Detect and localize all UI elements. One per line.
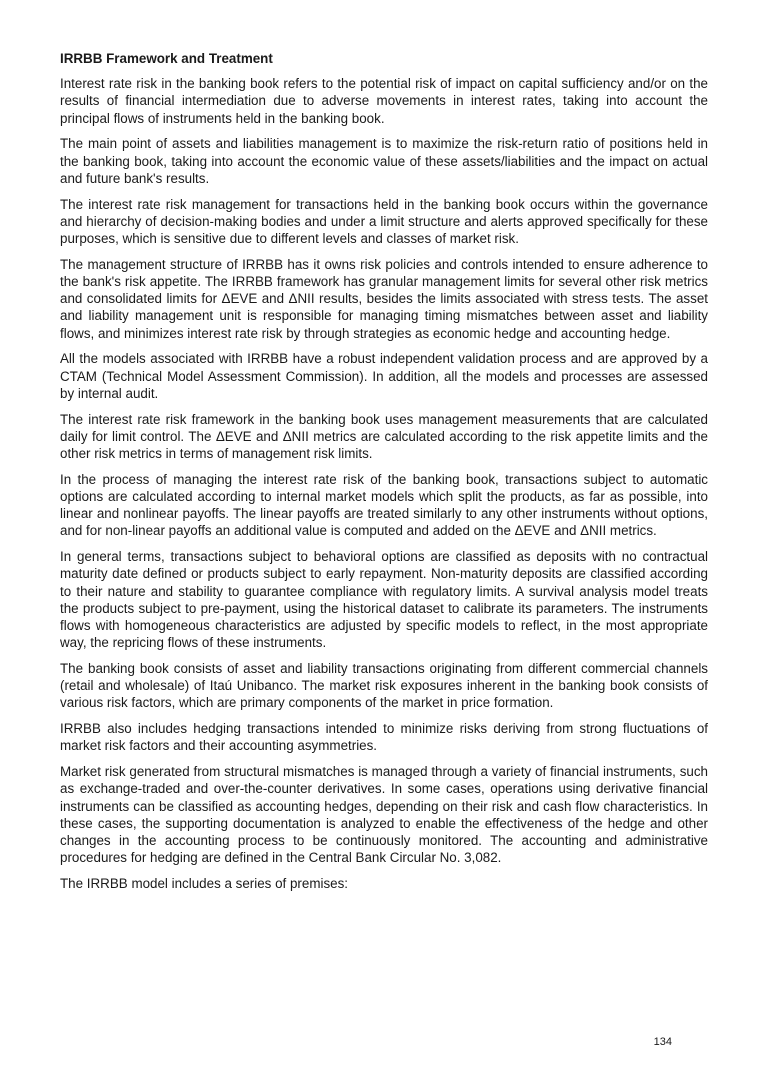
- paragraph-banking-book-composition: The banking book consists of asset and liability transactions originating from different commercial channels (retail and wholesale) of Itaú Unibanco. The market risk exposures inherent in the banking book consists of various risk factors, which are primary components of the market in price formation.: [60, 661, 708, 711]
- paragraph-management-structure: The management structure of IRRBB has it owns risk policies and controls intended to ensure adherence to the bank's risk appetite. The IRRBB framework has granular management limits for several other risk metrics and consolidated limits for ΔEVE and ΔNII results, besides the limits associated with stress tests. The asset and liability management unit is responsible for managing timing mismatches between asset and liability flows, and minimizes interest rate risk by through strategies as economic hedge and accounting hedge.: [60, 256, 708, 341]
- paragraph-model-premises: The IRRBB model includes a series of premises:: [60, 876, 349, 892]
- paragraph-structural-mismatches: Market risk generated from structural mismatches is managed through a variety of financial instruments, such as exchange-traded and over-the-counter derivatives. In some cases, operations using derivative financial instruments can be classified as accounting hedges, depending on their risk and cash flow characteristics. In these cases, the supporting documentation is analyzed to enable the effectiveness of the hedge and other changes in the accounting process to be continuously monitored. The accounting and administrative procedures for hedging are defined in the Central Bank Circular No. 3,082.: [60, 764, 708, 866]
- paragraph-behavioral-options: In general terms, transactions subject to behavioral options are classified as deposits with no contractual maturity date defined or products subject to early repayment. Non-maturity deposits are classified according to their nature and stability to guarantee compliance with regulatory limits. A survival analysis model treats the products subject to pre-payment, using the historical dataset to calibrate its parameters. The instruments flows with homogeneous characteristics are adjusted by specific models to reflect, in the most appropriate way, the repricing flows of these instruments.: [60, 549, 708, 651]
- paragraph-automatic-options: In the process of managing the interest rate risk of the banking book, transactions subject to automatic options are calculated according to internal market models which split the products, as far as possible, into linear and nonlinear payoffs. The linear payoffs are treated similarly to any other instruments without options, and for non-linear payoffs an additional value is computed and added on the ΔEVE and ΔNII metrics.: [60, 471, 708, 539]
- paragraph-daily-measurements: The interest rate risk framework in the banking book uses management measurements that are calculated daily for limit control. The ΔEVE and ΔNII metrics are calculated according to the risk appetite limits and the other risk metrics in terms of management risk limits.: [60, 411, 708, 462]
- paragraph-model-validation: All the models associated with IRRBB have a robust independent validation process and are approved by a CTAM (Technical Model Assessment Commission). In addition, all the models and processes are assessed by internal audit.: [60, 351, 708, 401]
- paragraph-alm-objective: The main point of assets and liabilities management is to maximize the risk-return ratio of positions held in the banking book, taking into account the economic value of these assets/liabilities and the impact on actual and future bank's results.: [60, 136, 708, 186]
- paragraph-hedging-transactions: IRRBB also includes hedging transactions intended to minimize risks deriving from strong fluctuations of market risk factors and their accounting asymmetries.: [60, 721, 708, 754]
- document-body: [60, 50, 708, 901]
- paragraph-risk-governance: The interest rate risk management for transactions held in the banking book occurs within the governance and hierarchy of decision-making bodies and under a limit structure and alerts approved specifically for these purposes, which is sensitive due to different levels and classes of market risk.: [60, 196, 708, 247]
- section-heading: IRRBB Framework and Treatment: [60, 51, 273, 66]
- paragraph-irrbb-definition: Interest rate risk in the banking book refers to the potential risk of impact on capital sufficiency and/or on the results of financial intermediation due to adverse movements in interest rates, taking into account the principal flows of instruments held in the banking book.: [60, 76, 708, 126]
- page-number: 134: [653, 1036, 672, 1048]
